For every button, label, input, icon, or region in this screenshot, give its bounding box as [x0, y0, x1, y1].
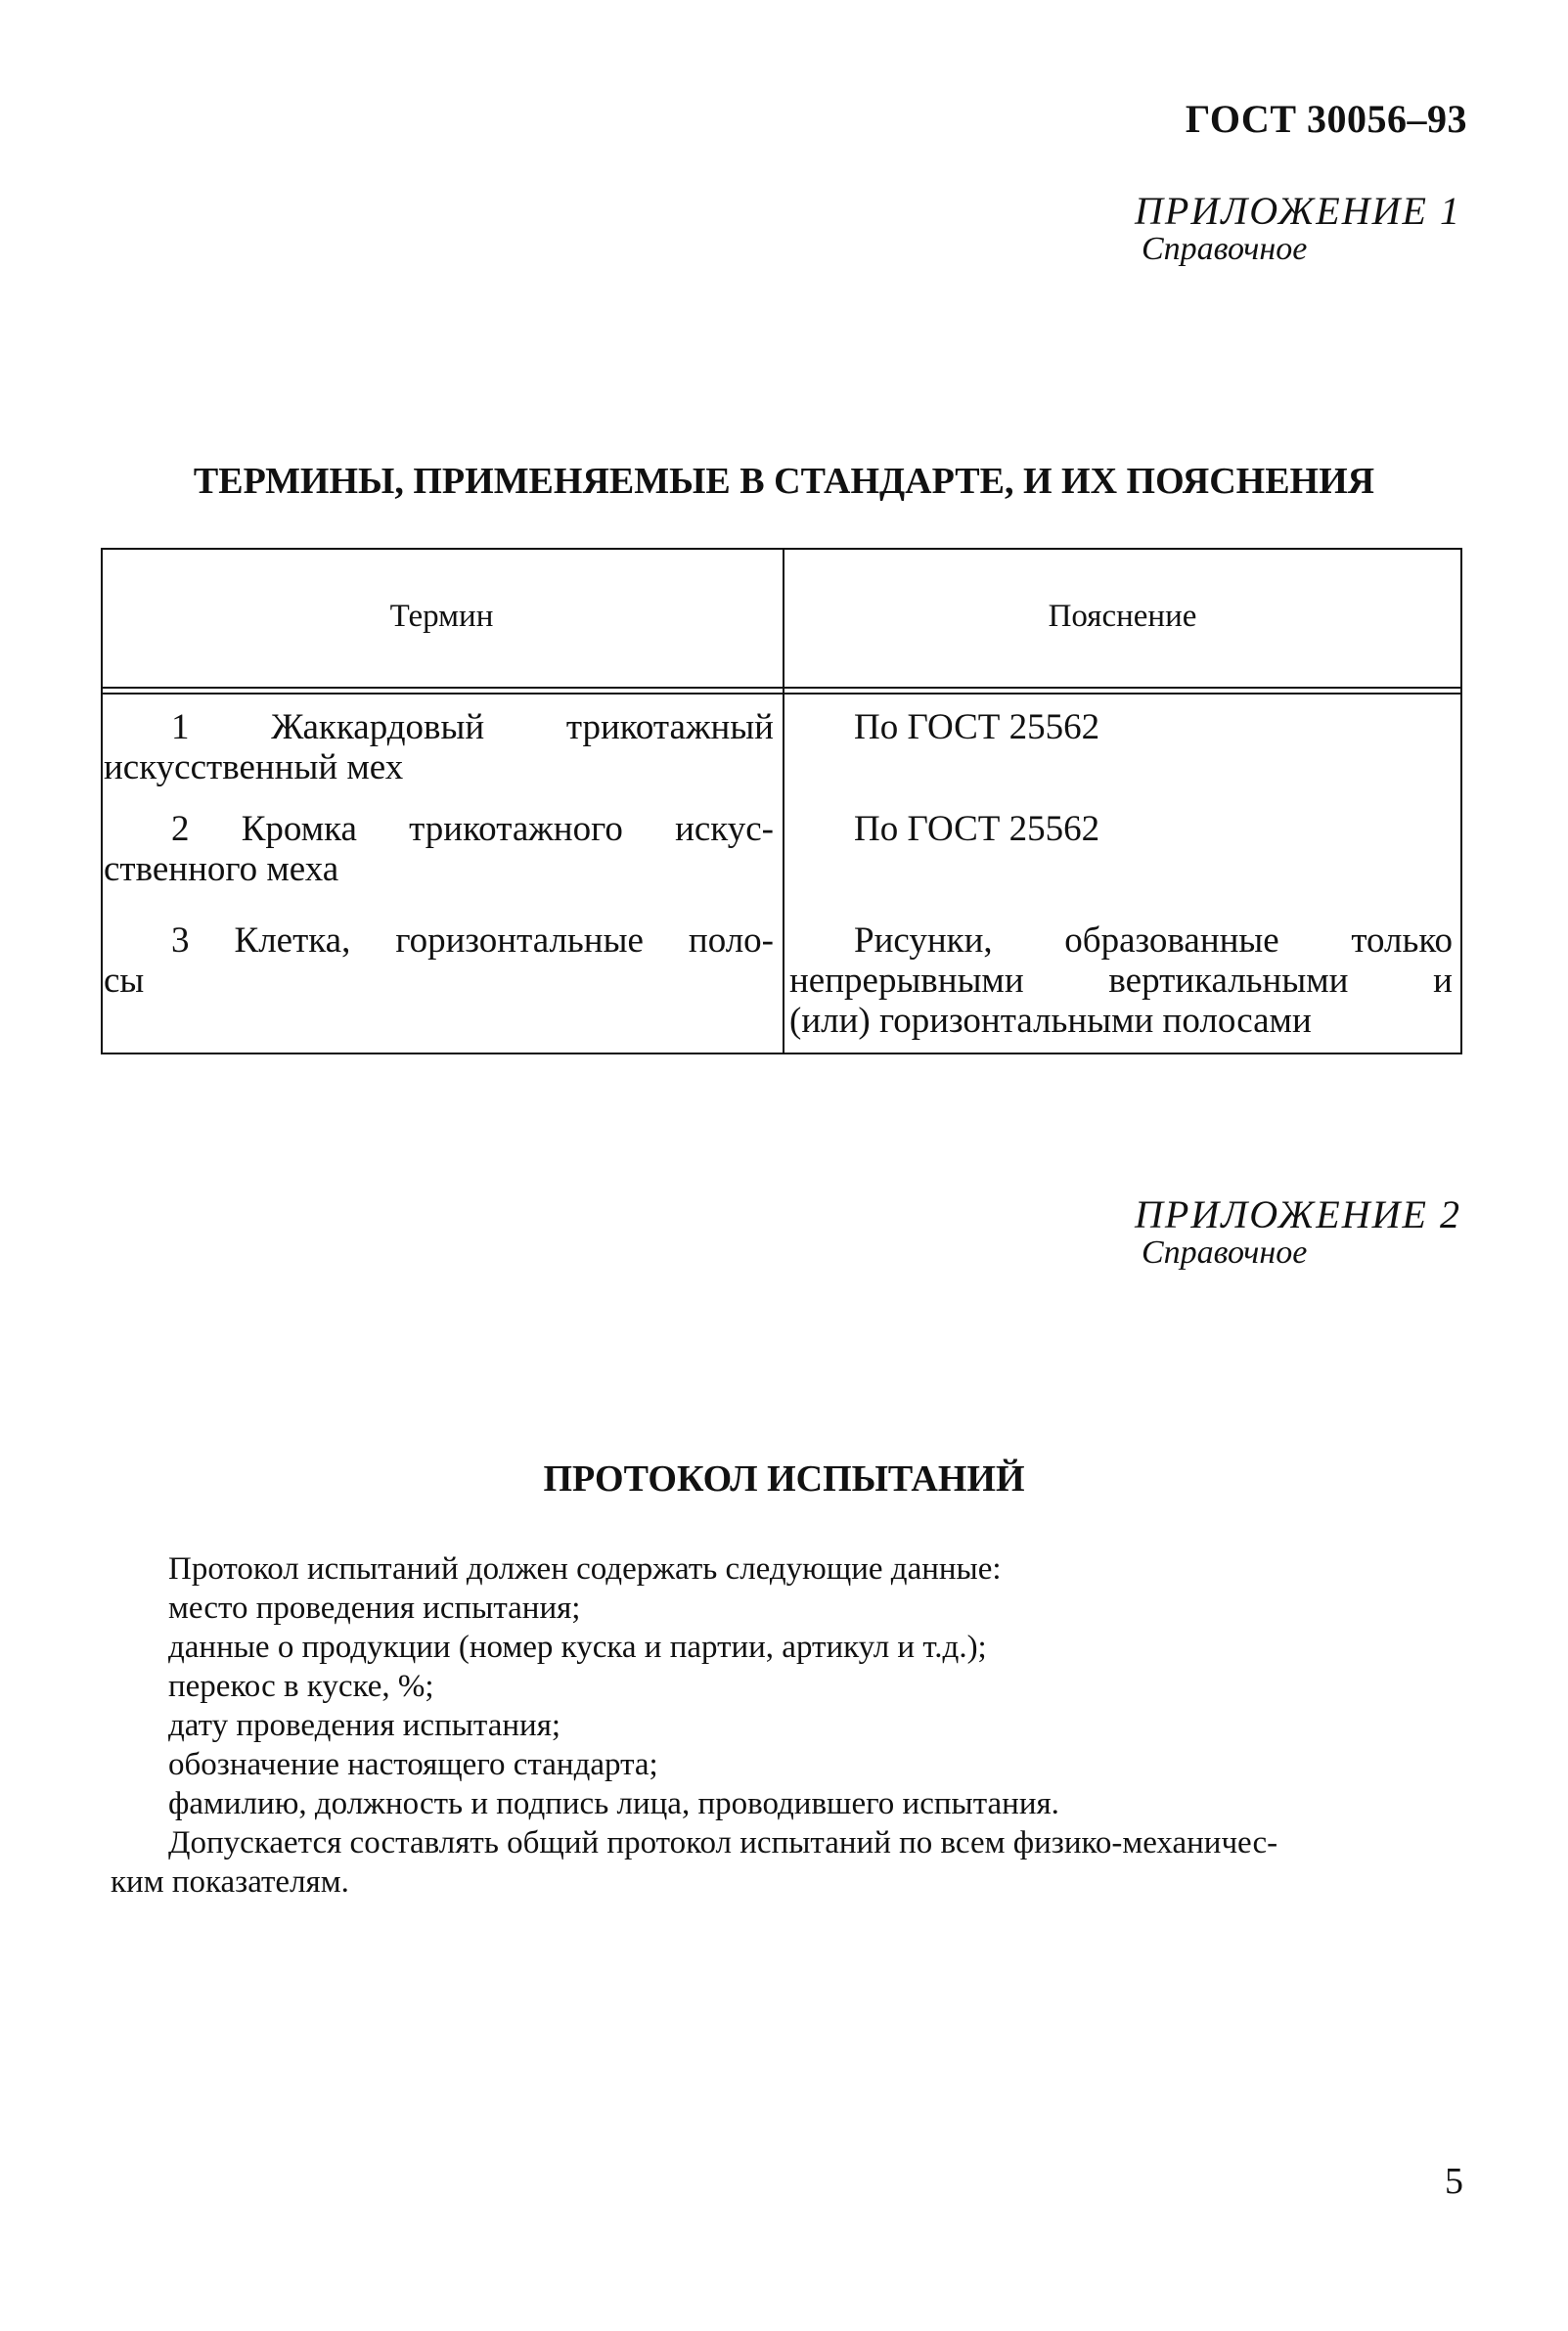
table-header-rule-2 [101, 693, 1462, 695]
column-header-explanation: Пояснение [1048, 599, 1197, 634]
table-border-right [1460, 548, 1462, 1054]
appendix-2-title: ПРИЛОЖЕНИЕ 2 [1135, 1192, 1461, 1236]
protocol-line-5: дату проведения испытания; [168, 1708, 561, 1743]
term-row-2-line-2: ственного меха [104, 849, 339, 889]
protocol-line-3: данные о продукции (номер куска и партии, артикул и т.д.); [168, 1630, 987, 1665]
protocol-line-8: Допускается составлять общий протокол испытаний по всем физико-механичес- [168, 1825, 1278, 1860]
appendix-1-title: ПРИЛОЖЕНИЕ 1 [1135, 189, 1461, 233]
appendix-1-type: Справочное [1142, 231, 1308, 267]
column-header-term: Термин [389, 599, 494, 634]
page-number: 5 [1445, 2161, 1463, 2202]
explanation-row-1: По ГОСТ 25562 [854, 707, 1100, 747]
protocol-line-6: обозначение настоящего стандарта; [168, 1747, 658, 1782]
terms-table [101, 548, 1462, 1054]
term-row-1-line-1: 1 Жаккардовый трикотажный [171, 707, 774, 747]
appendix-2-type: Справочное [1142, 1234, 1308, 1271]
term-row-2-line-1: 2 Кромка трикотажного искус- [171, 809, 774, 849]
explanation-row-3-line-3: (или) горизонтальными полосами [789, 1001, 1312, 1041]
protocol-line-7: фамилию, должность и подпись лица, проводившего испытания. [168, 1786, 1059, 1821]
protocol-line-4: перекос в куске, %; [168, 1669, 434, 1704]
terms-heading: ТЕРМИНЫ, ПРИМЕНЯЕМЫЕ В СТАНДАРТЕ, И ИХ ПОЯСНЕНИЯ [193, 461, 1375, 502]
protocol-heading: ПРОТОКОЛ ИСПЫТАНИЙ [543, 1458, 1025, 1500]
term-row-3-line-1: 3 Клетка, горизонтальные поло- [171, 920, 774, 961]
explanation-row-3-line-2: непрерывными вертикальными и [789, 961, 1453, 1001]
protocol-line-1: Протокол испытаний должен содержать следующие данные: [168, 1551, 1002, 1587]
protocol-line-9: ким показателям. [111, 1864, 349, 1900]
explanation-row-2: По ГОСТ 25562 [854, 809, 1100, 849]
term-row-1-line-2: искусственный мех [104, 747, 404, 787]
term-row-3-line-2: сы [104, 961, 145, 1001]
explanation-row-3-line-1: Рисунки, образованные только [854, 920, 1453, 961]
table-border-top [101, 548, 1462, 550]
protocol-line-2: место проведения испытания; [168, 1591, 581, 1626]
table-header-rule [101, 687, 1462, 689]
table-border-bottom [101, 1053, 1462, 1054]
document-number: ГОСТ 30056–93 [1185, 97, 1467, 141]
